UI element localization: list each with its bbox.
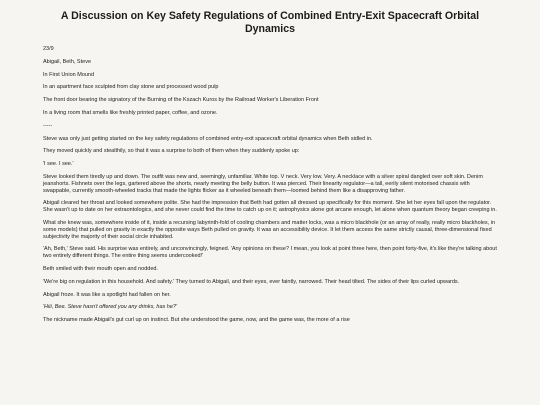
document-page [43,0,497,324]
characters-line: Abigail, Beth, Steve [43,58,92,65]
story-paragraph: 'Ah, Beth,' Steve said. His surprise was entirely, and unconvincingly, feigned. 'Any opinions on these? I mean, you look at point three here, then point forty-five, it's like they're talking about two entirely different things. The entire thing seems undercooked!' [43,246,497,260]
setting-line-door: The front door bearing the signatory of the Burning of the Kszach Kuros by the Railroad Worker's Liberation Front [43,97,319,104]
story-paragraph: The nickname made Abigail's gut curl up on instinct. But she understood the game, now, and the game was, the more of a rise [43,317,350,324]
story-paragraph: What she knew was, somewhere inside of it, inside a recursing labyrinth-fold of cooling chambers and matter locks, was a micro blackhole (or an array of really, really micro blackholes, in some models) that pulled on gravity in exactly the opposite ways Beth pulled on gravity. It was an accessibility device. It let them access the same strictly causal, three-dimensional fixed subjectivity the majority of their social circle inhabited. [43,219,496,240]
story-paragraph: 'Hiii, Bee. Steve hasn't offered you any drinks, has he?' [43,304,178,311]
setting-line-room: In a living room that smells like freshly printed paper, coffee, and ozone. [43,109,218,116]
location-line: In First Union Mound [43,71,95,78]
story-paragraph: They moved quickly and stealthily, so that it was a surprise to both of them when they suddenly spoke up: [43,148,300,155]
story-paragraph: Steve looked them tiredly up and down. The outfit was new and, seemingly, unfamiliar. White top. V neck. Very low. Very. A necklace with a silver spiral dangled over soft skin. Denim jeanshorts. Fishnets over the legs, gartered above the shorts, nearly meeting the belly button. It was pierced. Their linearity regulator—a tall, eerily silent motorised chassis with swappable, currently smooth-wheeled tracks that made the lights flicker as it wheeled beneath them—loomed behind them like a disapproving father. [43,173,483,194]
story-paragraph: 'We're big on regulation in this household. And safety.' They turned to Abigail, and their eyes, ever faintly, narrowed. Their head tilted. The sides of their lips curled upwards. [43,278,460,285]
setting-line-apartment: In an apartment face sculpted from clay stone and processed wood pulp [43,84,219,91]
story-paragraph: Abigail froze. It was like a spotlight had fallen on her. [43,291,171,298]
story-paragraph: Steve was only just getting started on the key safety regulations of combined entry-exit spacecraft orbital dynamics when Beth sidled in. [43,135,373,142]
date-line: 23/9 [43,46,54,52]
section-divider: ----- [43,122,53,129]
story-paragraph: 'I see. I see.' [43,161,74,168]
story-paragraph: Abigail cleared her throat and looked somewhere polite. She had the impression that Beth had gotten all dressed up specifically for this moment. She let her eyes fall upon the regulator. She wasn't up to date on her extraontologics, and she never could find the time to catch up on it; astrophysics alone got arcane enough, let alone when quantum theory began creeping in. [43,200,497,214]
story-paragraph: Beth smiled with their mouth open and nodded. [43,265,158,272]
document-title: A Discussion on Key Safety Regulations of Combined Entry-Exit Spacecraft Orbital Dynamics [60,10,480,35]
